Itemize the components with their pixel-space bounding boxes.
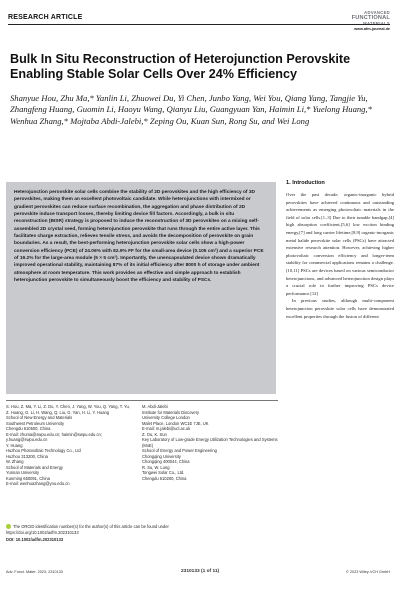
affiliation-line: M. Abdi-Jalebi — [142, 404, 168, 409]
affiliation-line: Kunming 650091, China — [6, 475, 50, 481]
orcid-note — [6, 524, 186, 535]
email-line[interactable]: E-mail: m.jalebi@ucl.ac.uk — [142, 426, 191, 431]
affiliation-line: Z. Huang, G. Li, H. Wang, Q. Liu, G. Yan, H. Li, Y. Huang — [6, 409, 110, 415]
affiliation-line: Malet Place, London WC1E 7JE, UK — [142, 420, 209, 426]
affiliation-divider — [6, 400, 278, 401]
affiliation-line: (MoE) — [142, 442, 154, 448]
introduction-section — [286, 180, 394, 320]
affiliation-line: School of Energy and Power Engineering — [142, 448, 217, 453]
affiliation-line: Chongqing University — [142, 453, 181, 459]
page-header — [8, 12, 390, 34]
journal-logo-line-2: FUNCTIONAL — [351, 15, 390, 21]
orcid-note-text[interactable]: The ORCID identification number(s) for the author(s) of this article can be found under https://doi.org/10.1002/adfm.202310133 — [6, 524, 169, 535]
affiliation-line: Southwest Petroleum University — [6, 420, 65, 426]
doi-line[interactable]: DOI: 10.1002/adfm.202310133 — [6, 537, 64, 542]
affiliation-line: Z. Ou, K. Sun — [142, 431, 167, 437]
affiliation-line: School of Materials and Energy — [6, 464, 63, 470]
affiliation-line: Y. Huang — [6, 442, 23, 448]
affiliations-right — [142, 404, 280, 481]
affiliation-line: Tongwei Solar Co., Ltd. — [142, 470, 185, 475]
email-line[interactable]: y.huang@swpu.edu.cn — [6, 437, 48, 442]
affiliation-line: R. Su, W. Long — [142, 464, 170, 470]
affiliation-line: Institute for Materials Discovery — [142, 409, 200, 415]
introduction-body — [286, 191, 394, 320]
page-footer — [6, 568, 390, 578]
affiliation-line: University College London — [142, 415, 190, 420]
affiliation-line: Chongqing 400044, China — [142, 459, 190, 464]
page-number: 2310133 (1 of 11) — [181, 569, 220, 574]
journal-logo-line-1: ADVANCED — [364, 10, 390, 15]
citation-line: Adv. Funct. Mater. 2023, 2310133 — [6, 570, 63, 574]
affiliation-line: Key Laboratory of Low-grade Energy Utilization Technologies and Systems — [142, 437, 278, 442]
author-list: Shanyue Hou, Zhu Ma,* Yanlin Li, Zhuowei Du, Yi Chen, Junbo Yang, Wei You, Qiang Yang, Tangjie Yu, Zhangfeng Huang, Guomin Li, Haoyu Wang, Qianyu Liu, Guangyuan Yan, Haimin Li,* Yuelong Huang,* Wenhua Zhang,* Mojtaba Abdi-Jalebi,* Zeping Ou, Kuan Sun, Rong Su, and Wei Long — [10, 93, 372, 126]
article-title: Bulk In Situ Reconstruction of Heterojunction Perovskite Enabling Stable Solar Cells Over 24% Efficiency — [10, 52, 351, 81]
introduction-heading: 1. Introduction — [286, 180, 325, 186]
affiliation-line: W. Zhang — [6, 459, 24, 464]
abstract-box: Heterojunction perovskite solar cells combine the stability of 2D perovskites and the high efficiency of 3D perovskites, making them an excellent photovoltaic candidate. While heterojunctions with intermixed or gradient perovskites can reduce surface recombination, the aggregation and phase distribution of 2D perovskite induce transport losses, thereby limiting device fill factors. Accordingly, a bulk in situ reconstruction (BISR) strategy is proposed to induce the reconstruction of 3D perovskites on a mixing self-assembled 2D crystal seed, forming heterojunction perovskite that runs through the entire active layer. This facilitates charge extraction, relieves tensile stress, and avoids the decomposition of perovskite on grain boundaries. As a result, the best-performing heterojunction perovskite solar cells show a high-power conversion efficiency (PCE) of 24.06% with 82.9% FF for the small-area device (0.105 cm²) and a superior PCE of 19.2% for the large-area module (5 × 5 cm²). Importantly, the unencapsulated device shows dramatically improved operational stability, maintaining 87% of its initial efficiency after 8000 h of storage under ambient atmosphere at room temperature. This work provides an effective and simple approach to establish heterojunction perovskite to simultaneously boost the efficiency and stability of PSCs. — [6, 182, 276, 394]
copyright-line: © 2023 Wiley-VCH GmbH — [346, 570, 390, 574]
affiliations-left — [6, 404, 136, 487]
introduction-paragraph: Over the past decade, organic-inorganic hybrid perovskites have achieved continuous and outstanding achievements as emerging photovoltaic materials in the field of solar cells.[1–3] Due to their tunable bandgap,[4] high absorption coefficient,[5,6] low exciton binding energy,[7] and long carrier lifetime,[8,9] organic-inorganic metal halide perovskite solar cells (PSCs) have attracted extensive research attention. However, achieving higher photovoltaic conversion efficiency and longer-term stability for commercial applications remains a challenge.[10,11] PSCs are devices based on various semiconductor heterojunctions, and advanced heterojunction design plays a crucial role in further improving PSCs device performance.[12] — [286, 192, 394, 296]
affiliation-line: S. Hou, Z. Ma, Y. Li, Z. Du, Y. Chen, J. Yang, W. You, Q. Yang, T. Yu, — [6, 404, 130, 409]
journal-url[interactable]: www.afm-journal.de — [354, 27, 390, 31]
affiliation-line: School of New Energy and Materials — [6, 415, 73, 420]
article-type-label: RESEARCH ARTICLE — [8, 14, 83, 21]
header-rule — [8, 24, 390, 25]
affiliation-line: Chengdu 610500, China — [6, 426, 51, 431]
affiliation-line: Huzhou 313200, China — [6, 453, 48, 459]
affiliation-line: Huzhou Photovoltaic Technology Co., Ltd — [6, 448, 81, 453]
orcid-icon — [6, 524, 11, 529]
introduction-paragraph: In previous studies, although multi-component heterojunction perovskite solar cells have demonstrated excellent properties through the fusion of different — [286, 298, 394, 319]
email-line[interactable]: E-mail: zhuma@swpu.edu.cn; haimin@swpu.edu.cn; — [6, 431, 102, 437]
email-line[interactable]: E-mail: wenhuazhang@ynu.edu.cn — [6, 481, 70, 486]
affiliation-line: Yunnan University — [6, 470, 39, 475]
affiliation-line: Chengdu 610200, China — [142, 475, 187, 481]
